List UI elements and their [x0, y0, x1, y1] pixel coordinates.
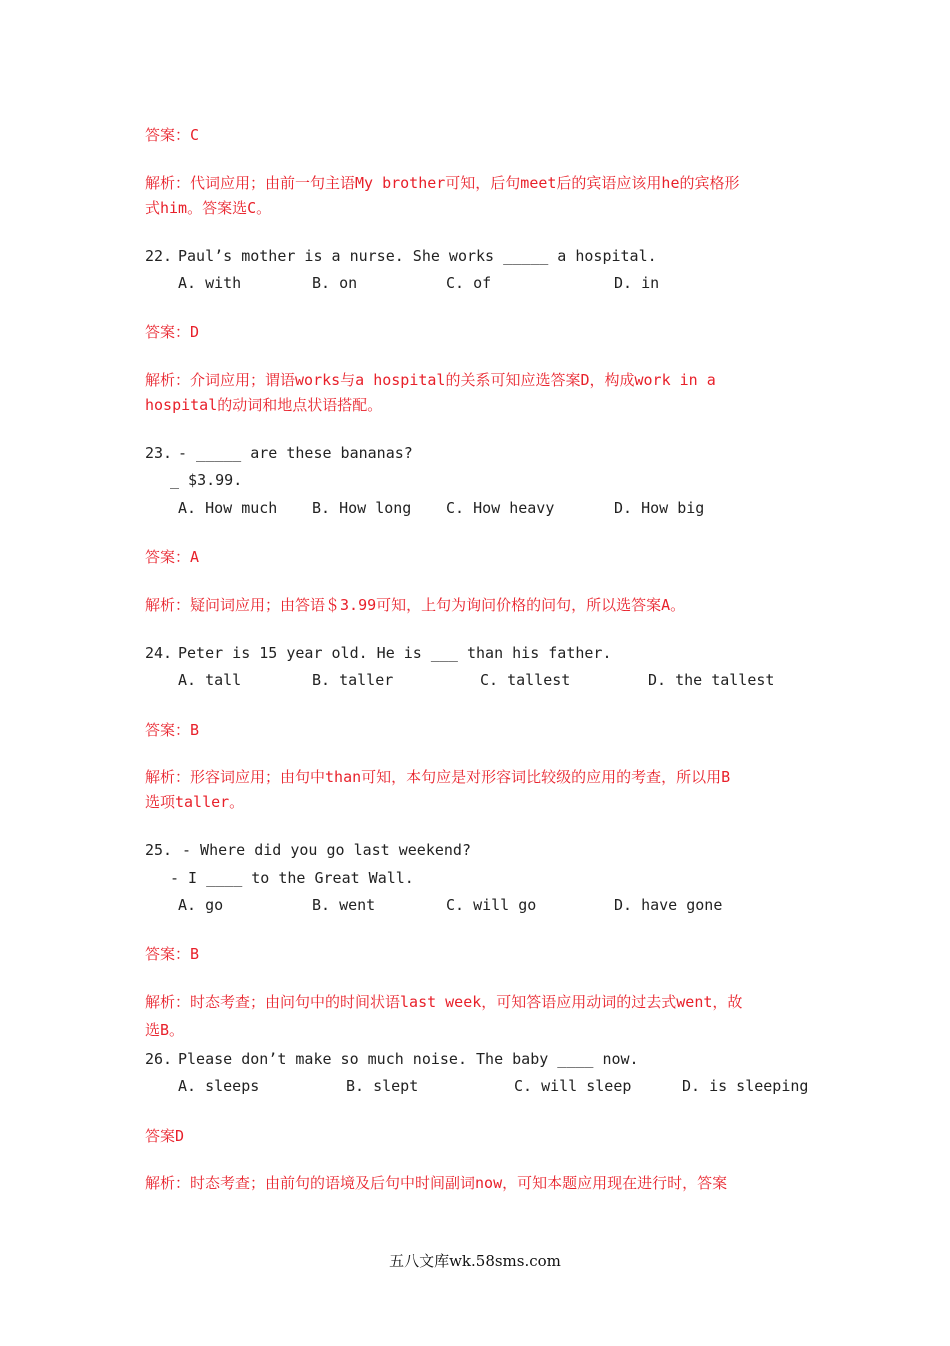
analysis-21-line2: 式him。答案选C。 [145, 199, 272, 217]
analysis-25-line2: 选B。 [145, 1021, 185, 1039]
question-23-option-c: C. How heavy [446, 499, 555, 517]
analysis-25-line1: 解析：时态考查；由问句中的时间状语last week，可知答语应用动词的过去式went，故 [145, 993, 743, 1011]
question-25-option-b: B. went [312, 896, 376, 914]
page-footer-watermark: 五八文库wk.58sms.com [389, 1252, 561, 1270]
question-24-number: 24. [145, 644, 173, 662]
question-23-option-b: B. How long [312, 499, 412, 517]
question-22-option-c: C. of [446, 274, 492, 292]
question-25-stem-line1: - Where did you go last weekend? [182, 841, 471, 859]
question-24-option-d: D. the tallest [648, 671, 775, 689]
answer-24: 答案：B [145, 721, 200, 739]
answer-23: 答案：A [145, 548, 200, 566]
question-24-stem: Peter is 15 year old. He is ___ than his father. [178, 644, 612, 662]
question-25-stem-line2: - I ____ to the Great Wall. [170, 869, 414, 887]
analysis-24-line2: 选项taller。 [145, 793, 245, 811]
question-25-option-c: C. will go [446, 896, 537, 914]
answer-21: 答案：C [145, 126, 200, 144]
question-26-option-a: A. sleeps [178, 1077, 260, 1095]
answer-25: 答案：B [145, 945, 200, 963]
question-25-number: 25. [145, 841, 173, 859]
question-23-option-a: A. How much [178, 499, 278, 517]
analysis-26-line1: 解析：时态考查；由前句的语境及后句中时间副词now，可知本题应用现在进行时，答案 [145, 1174, 728, 1192]
question-26-option-d: D. is sleeping [682, 1077, 809, 1095]
question-24-option-b: B. taller [312, 671, 394, 689]
analysis-23-line1: 解析：疑问词应用；由答语＄3.99可知，上句为询问价格的问句，所以选答案A。 [145, 596, 686, 614]
question-23-option-d: D. How big [614, 499, 705, 517]
answer-26: 答案D [145, 1127, 185, 1145]
analysis-21-line1: 解析：代词应用；由前一句主语My brother可知，后句meet后的宾语应该用he的宾格形 [145, 174, 740, 192]
question-26-option-c: C. will sleep [514, 1077, 632, 1095]
question-22-number: 22. [145, 247, 173, 265]
question-26-stem: Please don’t make so much noise. The baby ____ now. [178, 1050, 639, 1068]
answer-22: 答案：D [145, 323, 200, 341]
question-23-stem-line1: - _____ are these bananas? [178, 444, 413, 462]
question-22-stem: Paul’s mother is a nurse. She works _____ a hospital. [178, 247, 657, 265]
question-25-option-a: A. go [178, 896, 224, 914]
question-25-option-d: D. have gone [614, 896, 723, 914]
question-22-option-a: A. with [178, 274, 242, 292]
question-22-option-b: B. on [312, 274, 358, 292]
question-24-option-a: A. tall [178, 671, 242, 689]
question-22-option-d: D. in [614, 274, 660, 292]
question-23-number: 23. [145, 444, 173, 462]
analysis-22-line1: 解析：介词应用；谓语works与a hospital的关系可知应选答案D，构成work in a [145, 371, 716, 389]
question-26-option-b: B. slept [346, 1077, 419, 1095]
analysis-22-line2: hospital的动词和地点状语搭配。 [145, 396, 383, 414]
question-26-number: 26. [145, 1050, 173, 1068]
question-23-stem-line2: _ $3.99. [170, 471, 243, 489]
analysis-24-line1: 解析：形容词应用；由句中than可知，本句应是对形容词比较级的应用的考查，所以用B [145, 768, 731, 786]
question-24-option-c: C. tallest [480, 671, 571, 689]
